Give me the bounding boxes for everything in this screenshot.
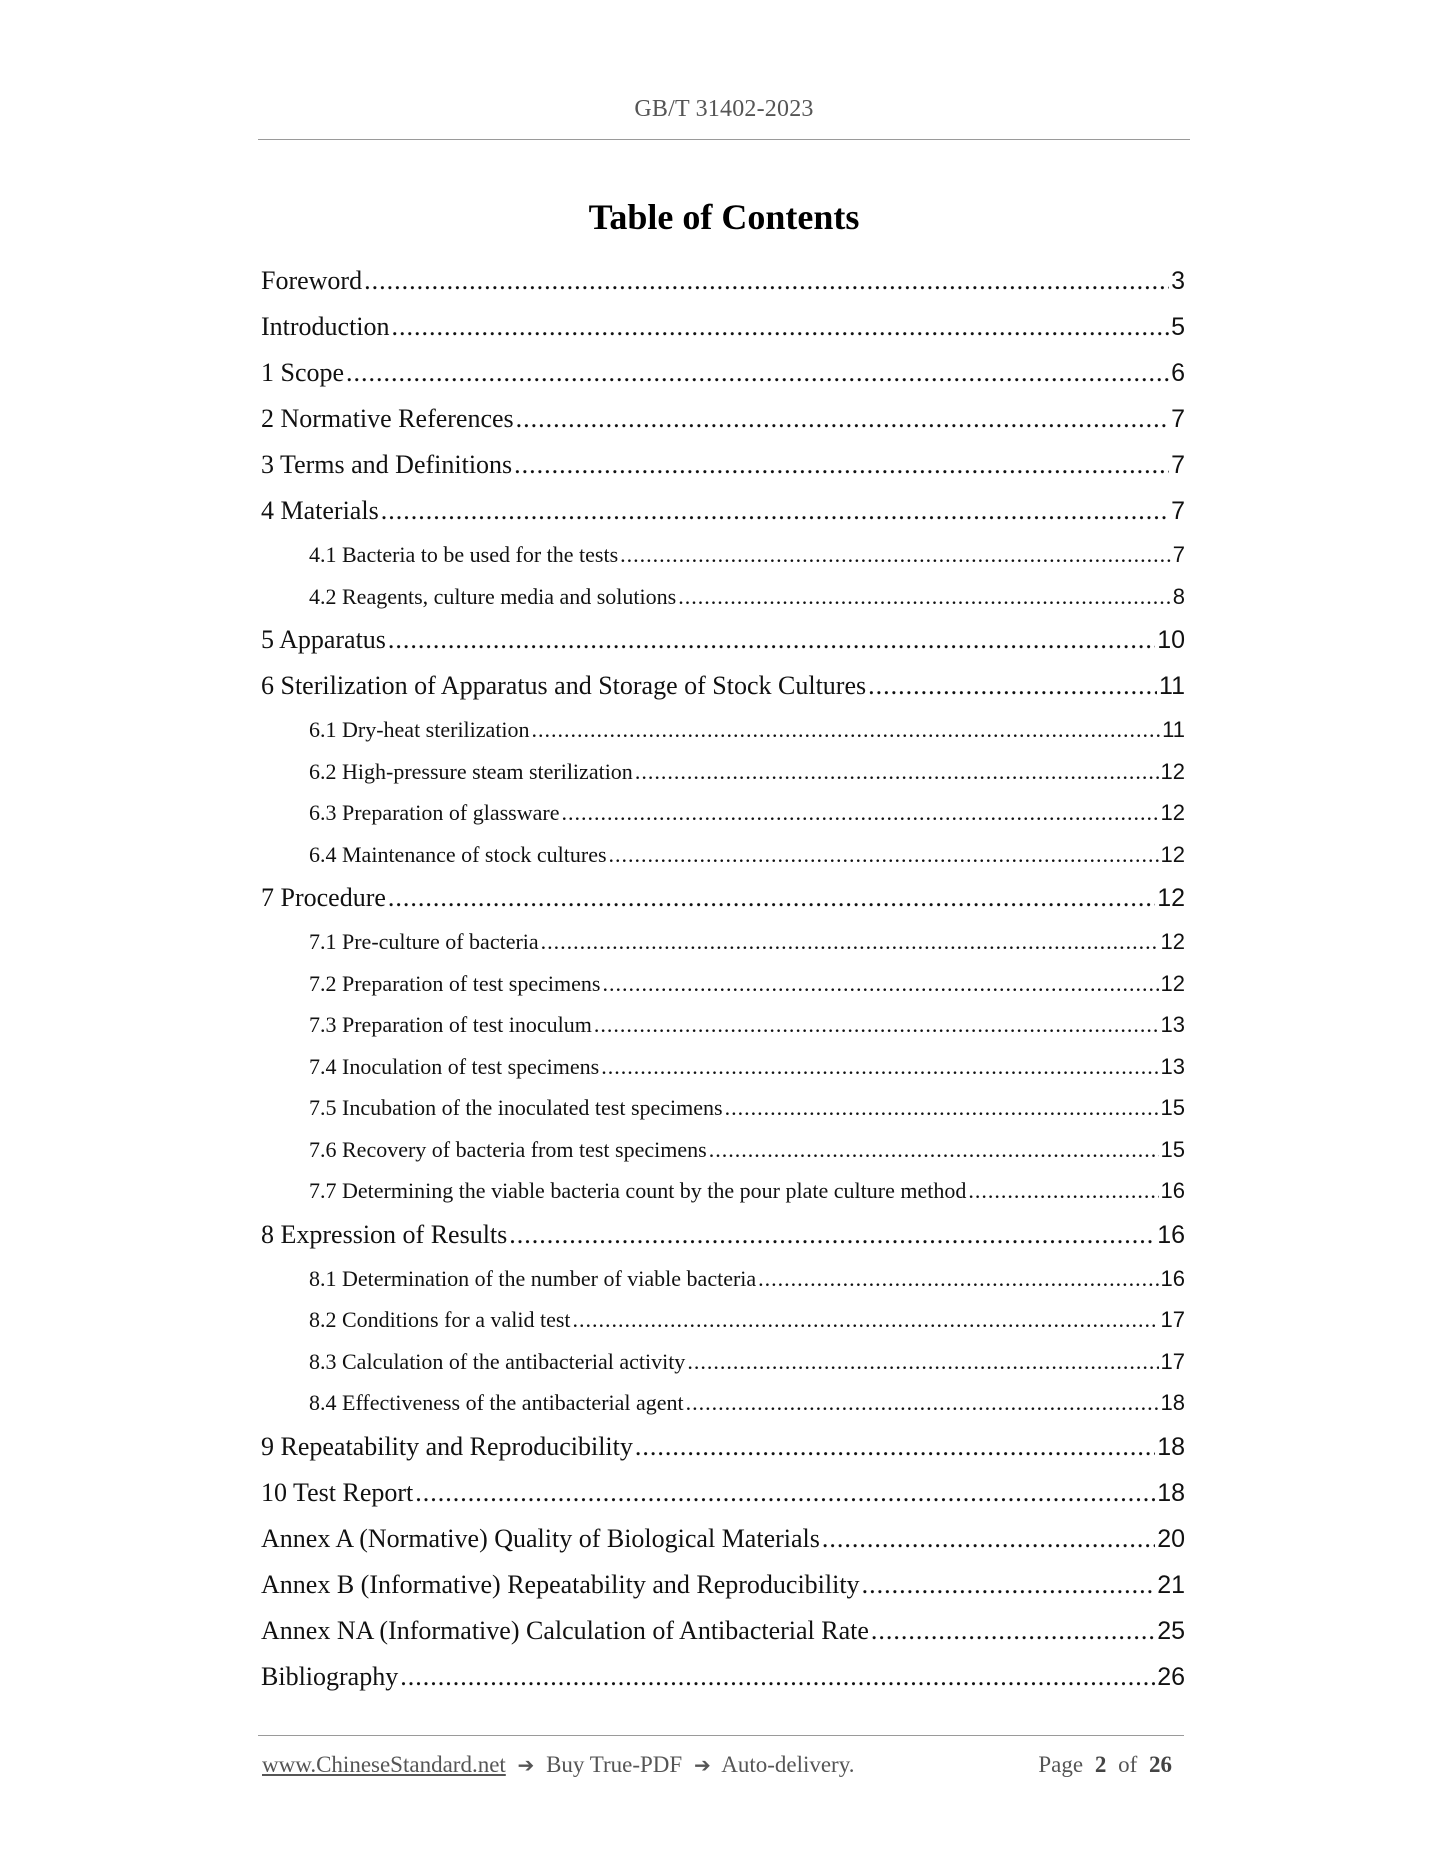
toc-entry[interactable] <box>261 1470 1185 1516</box>
toc-leader-dots <box>415 1470 1155 1516</box>
toc-subentry[interactable] <box>261 963 1185 1005</box>
toc-entry-label: 6 Sterilization of Apparatus and Storage of Stock Cultures <box>261 671 867 700</box>
toc-entry-page-number: 5 <box>1171 313 1185 341</box>
toc-entry-page-number: 13 <box>1160 1053 1185 1079</box>
toc-entry-page-number: 16 <box>1157 1220 1185 1249</box>
toc-entry-label: 7.1 Pre-culture of bacteria <box>309 929 539 954</box>
toc-entry[interactable] <box>261 663 1185 709</box>
toc-entry-label: 5 Apparatus <box>261 625 386 654</box>
toc-entry-page-number: 12 <box>1160 800 1185 825</box>
toc-entry-page-number: 10 <box>1157 626 1185 654</box>
toc-entry-label: Annex B (Informative) Repeatability and Reproducibility <box>261 1569 860 1599</box>
toc-entry-page-number: 25 <box>1157 1616 1185 1645</box>
toc-entry-label: Introduction <box>261 312 390 341</box>
toc-subentry[interactable] <box>261 576 1185 618</box>
toc-leader-dots <box>388 617 1155 663</box>
footer-promo <box>262 1752 854 1778</box>
toc-entry-page-number: 12 <box>1160 841 1185 867</box>
toc-entry-label: 10 Test Report <box>261 1477 414 1507</box>
toc-leader-dots <box>514 442 1169 488</box>
toc-entry-label: 6.2 High-pressure steam sterilization <box>309 758 633 784</box>
right-arrow-icon: ➔ <box>693 1753 711 1777</box>
header-rule <box>258 139 1190 140</box>
toc-entry-page-number: 18 <box>1157 1478 1185 1507</box>
toc-entry-label: 6.3 Preparation of glassware <box>309 800 560 825</box>
toc-entry-page-number: 15 <box>1160 1095 1185 1120</box>
toc-subentry[interactable] <box>261 751 1185 793</box>
toc-subentry[interactable] <box>261 534 1185 576</box>
toc-entry[interactable] <box>261 258 1185 304</box>
toc-entry-page-number: 20 <box>1157 1524 1185 1553</box>
toc-entry-label: Annex A (Normative) Quality of Biological Materials <box>261 1523 820 1553</box>
toc-leader-dots <box>620 534 1171 576</box>
toc-subentry[interactable] <box>261 1341 1185 1383</box>
toc-leader-dots <box>686 1382 1159 1424</box>
toc-subentry[interactable] <box>261 1004 1185 1046</box>
toc-entry-page-number: 15 <box>1160 1136 1185 1162</box>
toc-subentry[interactable] <box>261 1046 1185 1088</box>
toc-leader-dots <box>509 1212 1155 1258</box>
toc-leader-dots <box>709 1129 1159 1171</box>
toc-entry-label: 4.1 Bacteria to be used for the tests <box>309 542 619 567</box>
toc-leader-dots <box>561 792 1158 834</box>
toc-subentry[interactable] <box>261 1299 1185 1341</box>
toc-entry-label: 8.2 Conditions for a valid test <box>309 1307 571 1332</box>
toc-entry-page-number: 11 <box>1159 672 1185 700</box>
toc-entry-page-number: 12 <box>1157 884 1185 912</box>
toc-entry-page-number: 26 <box>1157 1662 1185 1691</box>
toc-entry[interactable] <box>261 396 1185 442</box>
toc-entry[interactable] <box>261 1608 1185 1654</box>
toc-entry[interactable] <box>261 1562 1185 1608</box>
toc-entry-label: 3 Terms and Definitions <box>261 450 513 479</box>
toc-subentry[interactable] <box>261 1170 1185 1212</box>
toc-entry[interactable] <box>261 1654 1185 1700</box>
footer-rule <box>258 1735 1184 1736</box>
toc-entry-label: 4 Materials <box>261 496 379 525</box>
toc-entry-page-number: 13 <box>1160 1012 1185 1037</box>
toc-entry-label: 6.4 Maintenance of stock cultures <box>309 841 607 867</box>
toc-entry-page-number: 17 <box>1160 1307 1185 1332</box>
toc-leader-dots <box>381 488 1169 534</box>
toc-leader-dots <box>388 875 1155 921</box>
toc-entry-page-number: 12 <box>1160 758 1185 784</box>
toc-leader-dots <box>400 1654 1155 1700</box>
toc-entry-label: 7.6 Recovery of bacteria from test specimens <box>309 1136 707 1162</box>
toc-leader-dots <box>573 1299 1159 1341</box>
toc-leader-dots <box>862 1562 1156 1608</box>
toc-subentry[interactable] <box>261 1258 1185 1300</box>
toc-entry-label: 7 Procedure <box>261 883 386 912</box>
toc-entry[interactable] <box>261 1212 1185 1258</box>
toc-entry-label: Foreword <box>261 266 363 295</box>
toc-subentry[interactable] <box>261 1129 1185 1171</box>
toc-leader-dots <box>822 1516 1155 1562</box>
toc-subentry[interactable] <box>261 709 1185 751</box>
toc-leader-dots <box>635 1424 1155 1470</box>
toc-leader-dots <box>392 304 1170 350</box>
toc-entry-page-number: 16 <box>1160 1265 1185 1291</box>
page-title: Table of Contents <box>588 197 860 237</box>
toc-leader-dots <box>868 663 1157 709</box>
toc-entry-label: 2 Normative References <box>261 404 514 433</box>
toc-leader-dots <box>602 963 1158 1005</box>
running-header: GB/T 31402-2023 <box>634 96 814 122</box>
toc-leader-dots <box>532 709 1161 751</box>
toc-entry-label: Bibliography <box>261 1661 399 1691</box>
toc-entry-label: 8.3 Calculation of the antibacterial activity <box>309 1348 686 1374</box>
toc-subentry[interactable] <box>261 792 1185 834</box>
toc-leader-dots <box>968 1170 1158 1212</box>
toc-entry-page-number: 18 <box>1160 1390 1185 1415</box>
table-of-contents <box>261 258 1185 1700</box>
toc-entry-page-number: 18 <box>1157 1432 1185 1461</box>
toc-entry[interactable] <box>261 1424 1185 1470</box>
toc-entry-label: 1 Scope <box>261 358 345 387</box>
toc-entry-page-number: 17 <box>1160 1348 1185 1374</box>
site-link[interactable]: www.ChineseStandard.net <box>262 1752 506 1777</box>
toc-entry-page-number: 8 <box>1172 583 1185 609</box>
toc-entry-label: 8.4 Effectiveness of the antibacterial agent <box>309 1390 684 1415</box>
toc-leader-dots <box>541 921 1159 963</box>
toc-subentry[interactable] <box>261 921 1185 963</box>
toc-entry-label: 7.4 Inoculation of test specimens <box>309 1053 600 1079</box>
toc-entry-label: 6.1 Dry-heat sterilization <box>309 717 530 742</box>
toc-leader-dots <box>594 1004 1159 1046</box>
toc-entry[interactable] <box>261 617 1185 663</box>
toc-entry[interactable] <box>261 875 1185 921</box>
delivery-text: Auto-delivery. <box>721 1752 855 1777</box>
toc-entry-label: 7.5 Incubation of the inoculated test specimens <box>309 1095 723 1120</box>
toc-entry-label: Annex NA (Informative) Calculation of Antibacterial Rate <box>261 1615 869 1645</box>
toc-subentry[interactable] <box>261 1382 1185 1424</box>
toc-entry-page-number: 7 <box>1172 542 1185 567</box>
toc-entry-label: 4.2 Reagents, culture media and solutions <box>309 583 677 609</box>
toc-leader-dots <box>635 751 1159 793</box>
page-label: Page <box>1038 1752 1084 1777</box>
toc-leader-dots <box>725 1087 1159 1129</box>
toc-entry-page-number: 7 <box>1171 405 1185 433</box>
toc-entry[interactable] <box>261 442 1185 488</box>
toc-entry-page-number: 12 <box>1160 970 1185 996</box>
toc-entry-page-number: 7 <box>1171 497 1185 525</box>
toc-entry-label: 9 Repeatability and Reproducibility <box>261 1431 633 1461</box>
toc-entry-page-number: 12 <box>1160 929 1185 954</box>
page-total: 26 <box>1149 1752 1172 1777</box>
toc-leader-dots <box>678 576 1171 618</box>
buy-text: Buy True-PDF <box>546 1752 683 1777</box>
toc-leader-dots <box>364 258 1169 304</box>
toc-leader-dots <box>346 350 1169 396</box>
toc-entry-page-number: 21 <box>1157 1570 1185 1599</box>
toc-entry[interactable] <box>261 350 1185 396</box>
right-arrow-icon: ➔ <box>517 1753 535 1777</box>
toc-leader-dots <box>609 834 1159 876</box>
toc-entry-label: 8.1 Determination of the number of viable bacteria <box>309 1265 757 1291</box>
toc-entry-page-number: 7 <box>1171 451 1185 479</box>
toc-leader-dots <box>516 396 1169 442</box>
toc-subentry[interactable] <box>261 834 1185 876</box>
toc-entry-page-number: 6 <box>1171 359 1185 387</box>
toc-entry[interactable] <box>261 304 1185 350</box>
toc-entry[interactable] <box>261 488 1185 534</box>
toc-entry-page-number: 11 <box>1162 717 1185 742</box>
toc-entry-page-number: 16 <box>1160 1178 1185 1203</box>
toc-leader-dots <box>601 1046 1158 1088</box>
toc-entry-page-number: 3 <box>1171 267 1185 295</box>
toc-entry-label: 8 Expression of Results <box>261 1219 508 1249</box>
toc-entry-label: 7.3 Preparation of test inoculum <box>309 1012 592 1037</box>
toc-entry-label: 7.2 Preparation of test specimens <box>309 970 601 996</box>
toc-leader-dots <box>758 1258 1158 1300</box>
page-of: of <box>1118 1752 1138 1777</box>
page-indicator <box>1038 1752 1178 1778</box>
toc-leader-dots <box>871 1608 1155 1654</box>
toc-leader-dots <box>687 1341 1158 1383</box>
toc-entry-label: 7.7 Determining the viable bacteria count by the pour plate culture method <box>309 1178 967 1203</box>
toc-subentry[interactable] <box>261 1087 1185 1129</box>
page-current: 2 <box>1094 1752 1107 1777</box>
toc-entry[interactable] <box>261 1516 1185 1562</box>
